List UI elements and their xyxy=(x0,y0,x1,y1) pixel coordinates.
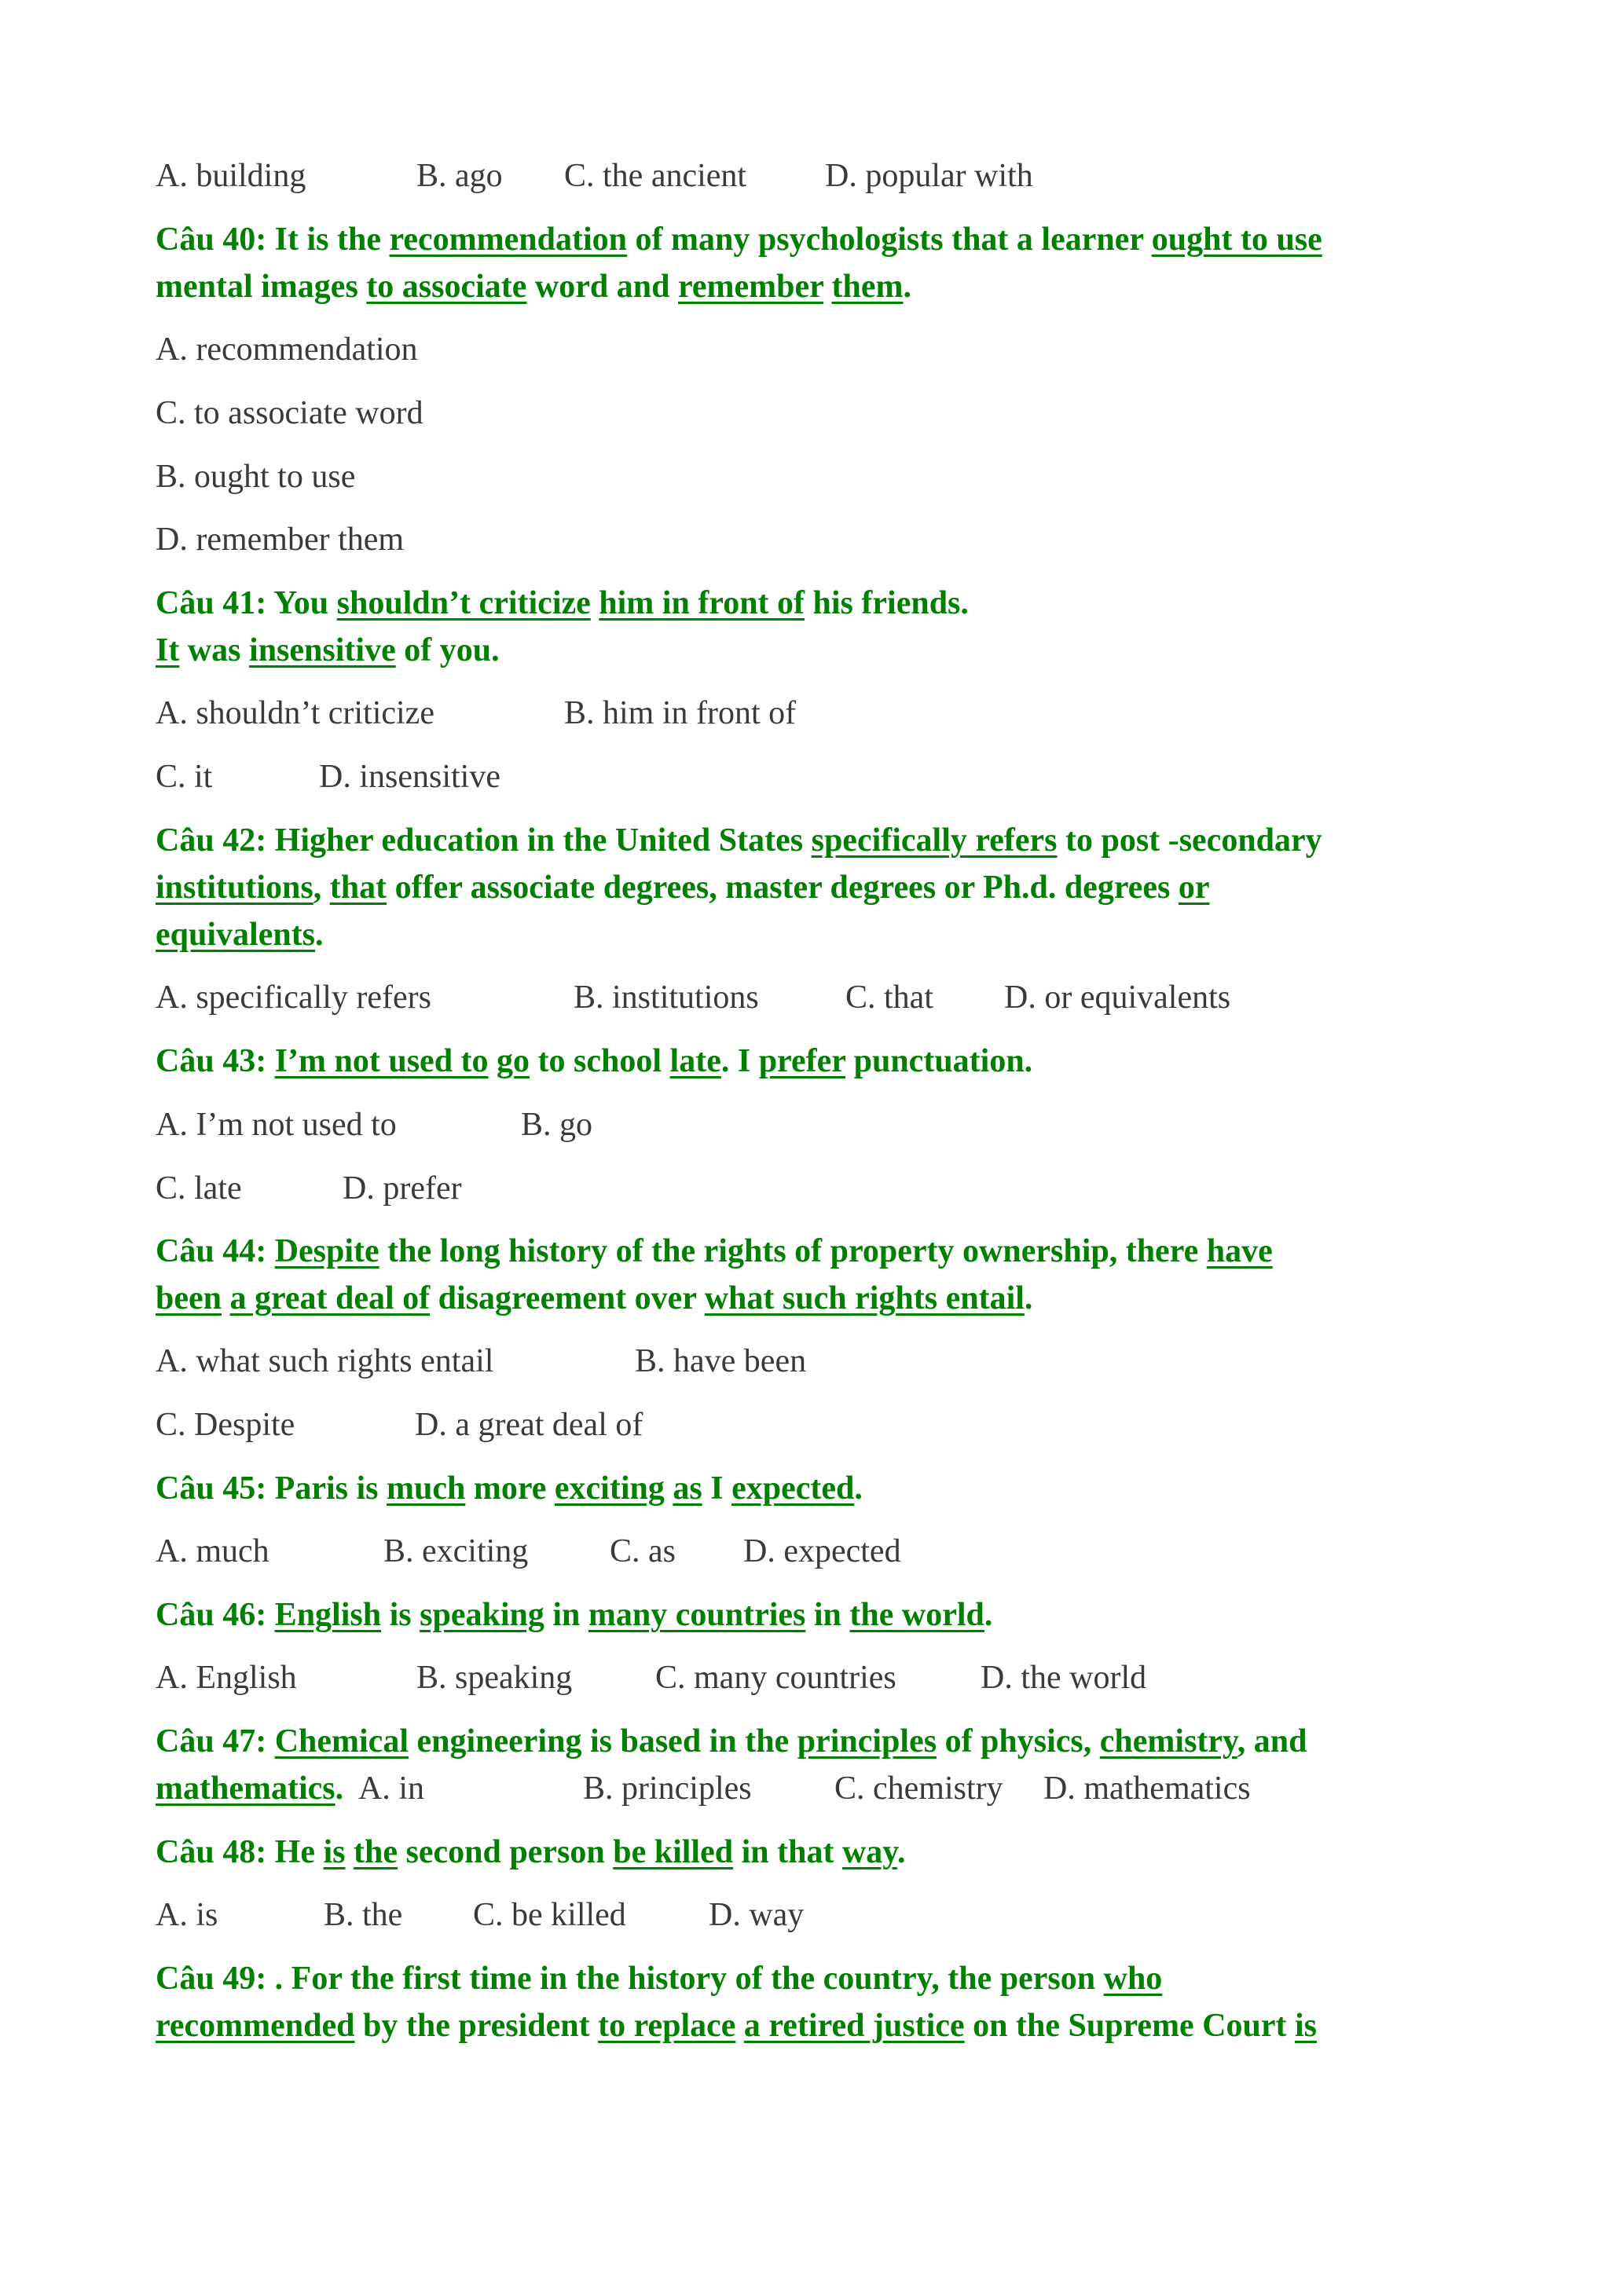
text-segment: Câu 47: xyxy=(156,1723,275,1760)
text-segment xyxy=(735,2008,744,2044)
q48-option-c: C. be killed xyxy=(473,1897,626,1933)
q44-question-line-2 xyxy=(156,1279,1032,1318)
q41-option-b: B. him in front of xyxy=(564,695,797,731)
q44-option-c: C. Despite xyxy=(156,1407,295,1443)
text-segment: Câu 40: It is the xyxy=(156,222,390,258)
text-segment: , xyxy=(313,870,330,906)
text-segment: disagreement over xyxy=(430,1280,705,1316)
text-segment: Câu 42: Higher education in the United States xyxy=(156,822,812,859)
q40-option-b: B. ought to use xyxy=(156,459,356,495)
q45-underlined-exciting: exciting xyxy=(554,1470,665,1507)
q39-option-b: B. ago xyxy=(416,158,503,194)
q46-underlined-the-world: the world xyxy=(849,1597,984,1633)
text-segment: mental images xyxy=(156,269,367,305)
q47-underlined-chemical: Chemical xyxy=(274,1723,409,1760)
text-segment xyxy=(591,585,599,621)
text-segment: I xyxy=(702,1470,732,1507)
q42-underlined-specifically-refers: specifically refers xyxy=(811,822,1058,859)
q48-option-a: A. is xyxy=(156,1897,218,1933)
text-segment: . xyxy=(854,1470,863,1507)
q42-option-b: B. institutions xyxy=(574,980,759,1016)
q39-option-a: A. building xyxy=(156,158,306,194)
q42-underlined-equivalents: equivalents xyxy=(156,917,316,953)
q45-question-line-1 xyxy=(156,1469,863,1508)
text-segment: . xyxy=(984,1597,993,1633)
text-segment: word and xyxy=(526,269,678,305)
q47-underlined-principles: principles xyxy=(797,1723,937,1760)
q47-option-b: B. principles xyxy=(583,1771,752,1807)
q46-option-d: D. the world xyxy=(981,1660,1147,1696)
q47-option-a: A. in xyxy=(358,1771,424,1807)
q46-option-c: C. many countries xyxy=(655,1660,896,1696)
text-segment: was xyxy=(179,632,250,668)
q45-option-d: D. expected xyxy=(743,1533,901,1569)
q41-underlined-it: It xyxy=(156,632,180,668)
text-segment: offer associate degrees, master degrees or Ph.d. degrees xyxy=(387,870,1179,906)
q42-option-c: C. that xyxy=(845,980,933,1016)
q39-option-c: C. the ancient xyxy=(564,158,747,194)
q49-underlined-recommended: recommended xyxy=(156,2008,355,2044)
q40-question-line-2 xyxy=(156,267,911,306)
text-segment: . xyxy=(903,269,911,305)
text-segment: to post -secondary xyxy=(1057,822,1322,859)
text-segment: his friends. xyxy=(805,585,969,621)
q48-option-b: B. the xyxy=(324,1897,403,1933)
text-segment: of you. xyxy=(395,632,500,668)
q42-underlined-institutions: institutions xyxy=(156,870,313,906)
q44-underlined-been: been xyxy=(156,1280,222,1316)
text-segment: Câu 41: You xyxy=(156,585,337,621)
text-segment: Câu 45: Paris is xyxy=(156,1470,387,1507)
q49-underlined-who: who xyxy=(1103,1961,1163,1997)
q45-underlined-much: much xyxy=(387,1470,466,1507)
q41-option-d: D. insensitive xyxy=(319,759,500,795)
q48-underlined-the: the xyxy=(354,1834,398,1870)
q44-option-b: B. have been xyxy=(635,1343,807,1379)
text-segment: Câu 44: xyxy=(156,1233,275,1269)
q48-underlined-way: way xyxy=(841,1834,897,1870)
q42-underlined-or: or xyxy=(1178,870,1210,906)
text-segment: is xyxy=(381,1597,420,1633)
q47-underlined-chemistry: chemistry xyxy=(1099,1723,1237,1760)
text-segment: Câu 46: xyxy=(156,1597,275,1633)
q43-option-a: A. I’m not used to xyxy=(156,1107,397,1143)
q47-option-c: C. chemistry xyxy=(834,1771,1003,1807)
q45-underlined-as: as xyxy=(673,1470,702,1507)
text-segment: by the president xyxy=(354,2008,599,2044)
q40-option-a: A. recommendation xyxy=(156,331,418,368)
q49-underlined-is: is xyxy=(1295,2008,1318,2044)
q43-question-line-1 xyxy=(156,1042,1032,1081)
text-segment: on the Supreme Court xyxy=(964,2008,1296,2044)
q45-underlined-expected: expected xyxy=(731,1470,855,1507)
q44-underlined-have: have xyxy=(1206,1233,1273,1269)
text-segment: , and xyxy=(1237,1723,1307,1760)
q43-underlined-prefer: prefer xyxy=(758,1043,846,1079)
q49-question-line-1 xyxy=(156,1959,1162,1998)
q42-option-d: D. or equivalents xyxy=(1004,980,1231,1016)
q41-underlined-him-in-front-of: him in front of xyxy=(599,585,805,621)
q47-question-line-1 xyxy=(156,1722,1307,1761)
text-segment xyxy=(823,269,832,305)
q49-underlined-a-retired-justice: a retired justice xyxy=(743,2008,965,2044)
q41-option-c: C. it xyxy=(156,759,213,795)
q45-option-a: A. much xyxy=(156,1533,269,1569)
text-segment xyxy=(665,1470,673,1507)
q41-underlined-insensitive: insensitive xyxy=(249,632,396,668)
q40-option-c: C. to associate word xyxy=(156,395,423,431)
q46-option-a: A. English xyxy=(156,1660,297,1696)
q42-question-line-2 xyxy=(156,868,1210,907)
q46-question-line-1 xyxy=(156,1595,992,1635)
q48-option-d: D. way xyxy=(709,1897,805,1933)
q40-option-d: D. remember them xyxy=(156,522,405,558)
q41-underlined-shouldnt-criticize: shouldn’t criticize xyxy=(336,585,591,621)
q40-question-line-1 xyxy=(156,220,1322,259)
text-segment: in xyxy=(805,1597,850,1633)
q42-question-line-3 xyxy=(156,915,324,954)
q43-underlined-late: late xyxy=(669,1043,721,1079)
text-segment: . xyxy=(896,1834,906,1870)
text-segment: . xyxy=(1024,1280,1033,1316)
text-segment: of physics, xyxy=(937,1723,1100,1760)
q48-question-line-1 xyxy=(156,1833,905,1872)
text-segment: . I xyxy=(720,1043,759,1079)
text-segment xyxy=(346,1834,354,1870)
q46-underlined-speaking: speaking xyxy=(420,1597,544,1633)
q44-underlined-a-great-deal-of: a great deal of xyxy=(229,1280,431,1316)
q47-question-line-2 xyxy=(156,1769,1251,1808)
text-segment xyxy=(489,1043,497,1079)
q43-underlined-im-not-used-to: I’m not used to xyxy=(274,1043,489,1079)
q39-option-d: D. popular with xyxy=(825,158,1033,194)
q45-option-c: C. as xyxy=(610,1533,676,1569)
text-segment: in xyxy=(544,1597,588,1633)
q44-underlined-despite: Despite xyxy=(274,1233,379,1269)
text-segment: to school xyxy=(530,1043,670,1079)
q41-question-line-1 xyxy=(156,584,969,623)
q41-option-a: A. shouldn’t criticize xyxy=(156,695,434,731)
text-segment: more xyxy=(465,1470,555,1507)
q46-underlined-many-countries: many countries xyxy=(588,1597,806,1633)
text-segment: second person xyxy=(398,1834,614,1870)
q40-underlined-remember: remember xyxy=(677,269,824,305)
text-segment: in that xyxy=(733,1834,842,1870)
text-segment: Câu 49: . For the first time in the history of the country, the person xyxy=(156,1961,1104,1997)
q40-underlined-ought-to-use: ought to use xyxy=(1151,222,1322,258)
q48-underlined-be-killed: be killed xyxy=(613,1834,734,1870)
text-segment: . xyxy=(315,917,324,953)
q47-underlined-mathematics: mathematics xyxy=(156,1771,335,1807)
text-segment: punctuation. xyxy=(845,1043,1033,1079)
q43-option-c: C. late xyxy=(156,1170,242,1207)
q49-question-line-2 xyxy=(156,2006,1317,2045)
q41-question-line-2 xyxy=(156,631,500,670)
q42-question-line-1 xyxy=(156,821,1322,860)
text-segment: of many psychologists that a learner xyxy=(627,222,1152,258)
q49-underlined-to-replace: to replace xyxy=(598,2008,736,2044)
q42-underlined-that: that xyxy=(329,870,387,906)
text-segment: Câu 43: xyxy=(156,1043,275,1079)
q43-option-b: B. go xyxy=(521,1107,593,1143)
q40-underlined-them: them xyxy=(831,269,904,305)
text-segment: the long history of the rights of property ownership, there xyxy=(379,1233,1207,1269)
q44-option-a: A. what such rights entail xyxy=(156,1343,494,1379)
text-segment: Câu 48: He xyxy=(156,1834,324,1870)
q46-underlined-english: English xyxy=(274,1597,382,1633)
q40-underlined-to-associate: to associate xyxy=(366,269,527,305)
q43-underlined-go: go xyxy=(497,1043,530,1079)
q44-underlined-what-such-rights-entail: what such rights entail xyxy=(704,1280,1025,1316)
q44-option-d: D. a great deal of xyxy=(415,1407,643,1443)
text-segment: engineering is based in the xyxy=(408,1723,797,1760)
q40-underlined-recommendation: recommendation xyxy=(389,222,628,258)
q46-option-b: B. speaking xyxy=(416,1660,573,1696)
q45-option-b: B. exciting xyxy=(383,1533,529,1569)
text-segment: . xyxy=(335,1771,344,1807)
q44-question-line-1 xyxy=(156,1232,1273,1271)
q42-option-a: A. specifically refers xyxy=(156,980,431,1016)
q47-option-d: D. mathematics xyxy=(1043,1771,1251,1807)
q43-option-d: D. prefer xyxy=(343,1170,462,1207)
q48-underlined-is: is xyxy=(323,1834,346,1870)
text-segment xyxy=(222,1280,230,1316)
